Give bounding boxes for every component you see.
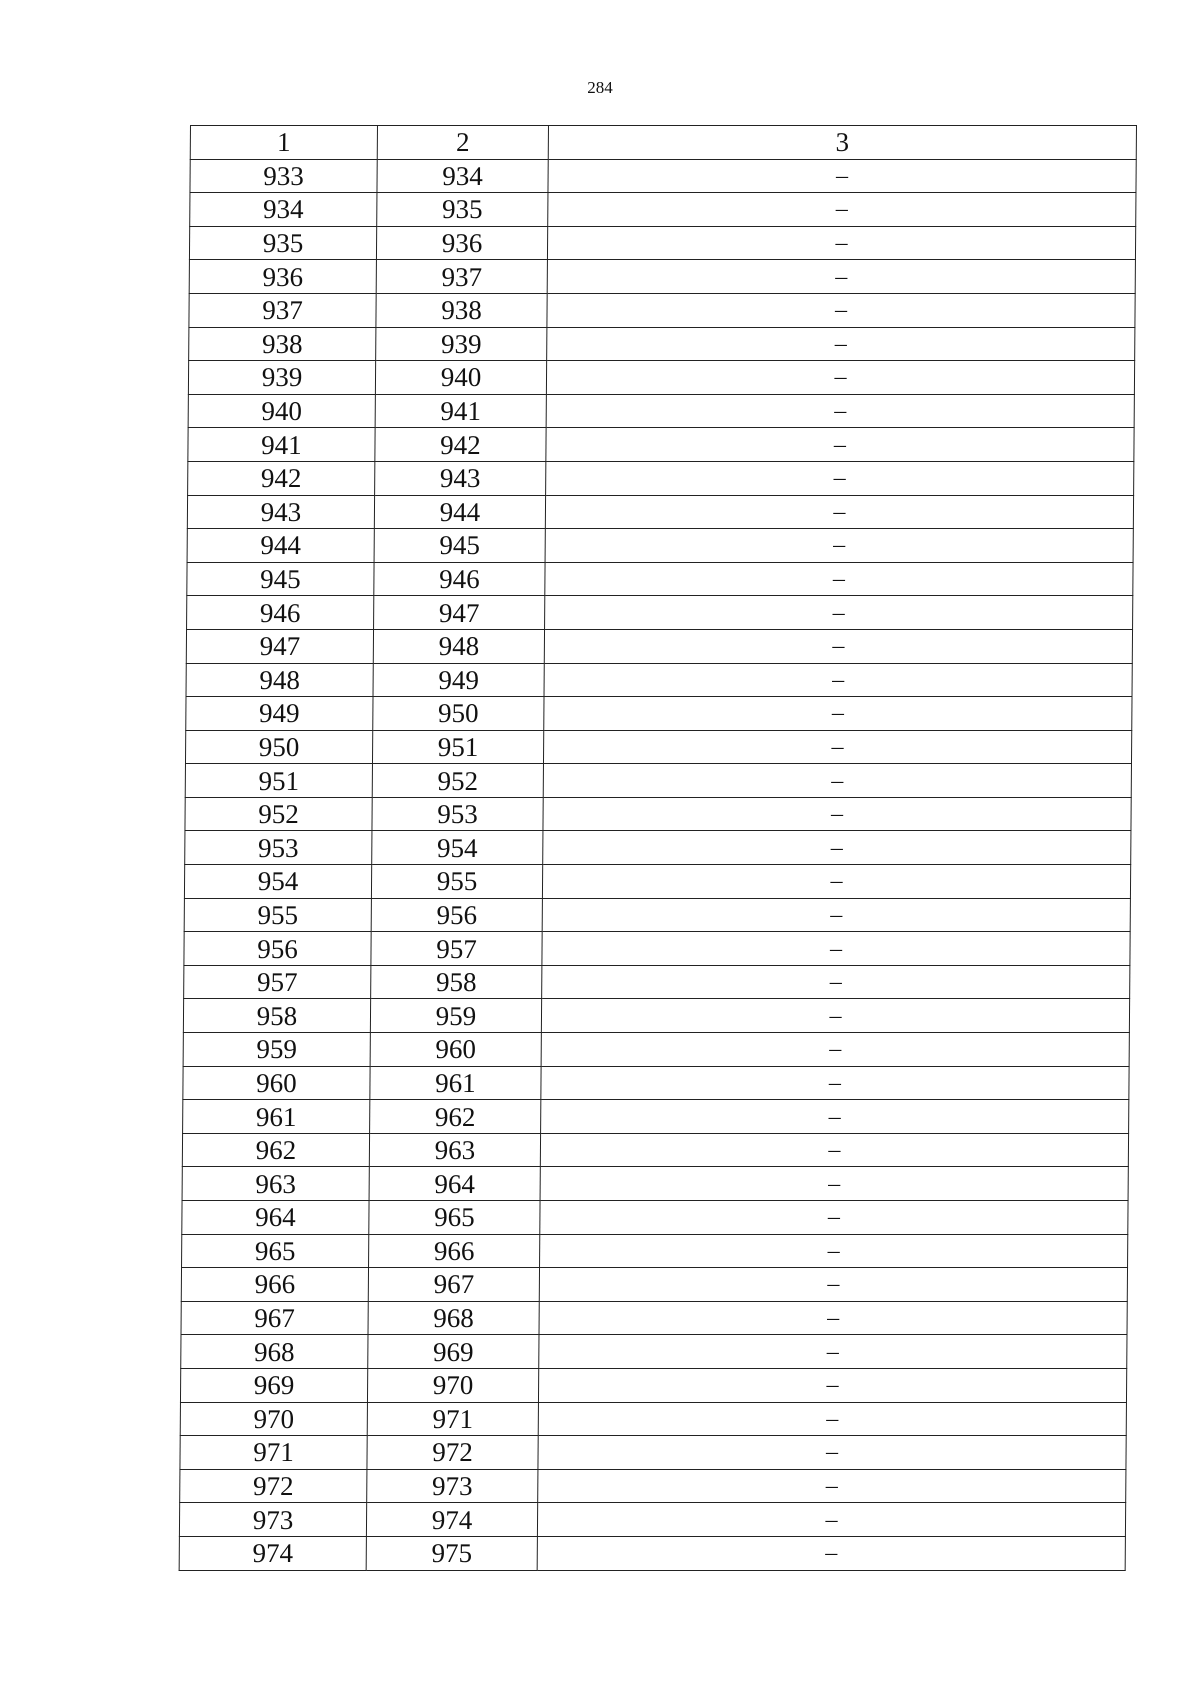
table-cell-col2: 972 bbox=[367, 1436, 538, 1470]
table-cell-col3: – bbox=[546, 428, 1134, 462]
table-cell-col3: – bbox=[539, 1301, 1127, 1335]
table-cell-col2: 950 bbox=[373, 697, 544, 731]
table-row bbox=[180, 1402, 1126, 1436]
table-cell-col2: 934 bbox=[377, 159, 548, 193]
table-cell-col3: – bbox=[537, 1536, 1125, 1570]
table-cell-col1: 956 bbox=[184, 932, 371, 966]
table-cell-col1: 962 bbox=[182, 1133, 369, 1167]
table-cell-col2: 971 bbox=[367, 1402, 538, 1436]
table-cell-col2: 939 bbox=[376, 327, 547, 361]
table-cell-col1: 964 bbox=[182, 1201, 369, 1235]
table-cell-col3: – bbox=[543, 730, 1131, 764]
table-cell-col3: – bbox=[541, 1066, 1129, 1100]
table-cell-col3: – bbox=[543, 831, 1131, 865]
table-cell-col3: – bbox=[547, 260, 1135, 294]
table-cell-col2: 966 bbox=[369, 1234, 540, 1268]
table-cell-col2: 959 bbox=[370, 999, 541, 1033]
table-cell-col1: 950 bbox=[185, 730, 372, 764]
table-cell-col2: 942 bbox=[375, 428, 546, 462]
table-body bbox=[179, 159, 1136, 1570]
table-cell-col2: 945 bbox=[374, 529, 545, 563]
table-cell-col1: 946 bbox=[187, 596, 374, 630]
table-cell-col1: 948 bbox=[186, 663, 373, 697]
table-cell-col3: – bbox=[538, 1436, 1126, 1470]
table-row bbox=[184, 965, 1130, 999]
table-cell-col3: – bbox=[540, 1234, 1128, 1268]
table-cell-col3: – bbox=[542, 932, 1130, 966]
table-cell-col3: – bbox=[541, 999, 1129, 1033]
table-cell-col1: 972 bbox=[180, 1469, 367, 1503]
table-cell-col1: 971 bbox=[180, 1436, 367, 1470]
table-cell-col1: 953 bbox=[185, 831, 372, 865]
table-row bbox=[180, 1368, 1126, 1402]
column-header-3: 3 bbox=[548, 126, 1136, 160]
table-cell-col3: – bbox=[541, 1033, 1129, 1067]
table-cell-col2: 938 bbox=[376, 293, 547, 327]
table-row bbox=[180, 1436, 1126, 1470]
table-row bbox=[185, 764, 1131, 798]
table-cell-col1: 958 bbox=[183, 999, 370, 1033]
table-row bbox=[187, 562, 1133, 596]
table-cell-col2: 964 bbox=[369, 1167, 540, 1201]
table-cell-col2: 961 bbox=[370, 1066, 541, 1100]
table-row bbox=[189, 226, 1135, 260]
table-cell-col2: 969 bbox=[368, 1335, 539, 1369]
table-cell-col1: 933 bbox=[190, 159, 377, 193]
table-row bbox=[186, 629, 1132, 663]
table-cell-col1: 940 bbox=[188, 394, 375, 428]
table-row bbox=[180, 1469, 1126, 1503]
table-cell-col3: – bbox=[540, 1201, 1128, 1235]
table-cell-col2: 936 bbox=[376, 226, 547, 260]
table-cell-col2: 937 bbox=[376, 260, 547, 294]
table-cell-col2: 965 bbox=[369, 1201, 540, 1235]
table-cell-col3: – bbox=[547, 293, 1135, 327]
table-cell-col2: 948 bbox=[373, 629, 544, 663]
header-row bbox=[190, 126, 1136, 160]
table-cell-col1: 965 bbox=[182, 1234, 369, 1268]
table-cell-col3: – bbox=[541, 1100, 1129, 1134]
table-cell-col3: – bbox=[542, 898, 1130, 932]
table-cell-col2: 968 bbox=[368, 1301, 539, 1335]
table-cell-col1: 957 bbox=[184, 965, 371, 999]
table-cell-col1: 963 bbox=[182, 1167, 369, 1201]
table-cell-col3: – bbox=[538, 1368, 1126, 1402]
table-cell-col1: 966 bbox=[181, 1268, 368, 1302]
table-cell-col1: 939 bbox=[188, 361, 375, 395]
table-cell-col3: – bbox=[539, 1268, 1127, 1302]
table-cell-col2: 962 bbox=[370, 1100, 541, 1134]
table-cell-col3: – bbox=[543, 764, 1131, 798]
table-cell-col3: – bbox=[544, 663, 1132, 697]
table-row bbox=[186, 663, 1132, 697]
table-row bbox=[185, 730, 1131, 764]
table-row bbox=[181, 1301, 1127, 1335]
table-cell-col2: 952 bbox=[372, 764, 543, 798]
table-cell-col3: – bbox=[539, 1335, 1127, 1369]
table-cell-col2: 960 bbox=[370, 1033, 541, 1067]
table-cell-col1: 974 bbox=[179, 1536, 366, 1570]
table-cell-col2: 963 bbox=[369, 1133, 540, 1167]
table-cell-col3: – bbox=[544, 697, 1132, 731]
table-cell-col3: – bbox=[537, 1503, 1125, 1537]
table-cell-col3: – bbox=[546, 461, 1134, 495]
table-cell-col3: – bbox=[548, 159, 1136, 193]
table-cell-col2: 954 bbox=[372, 831, 543, 865]
table-cell-col3: – bbox=[538, 1402, 1126, 1436]
data-table bbox=[179, 125, 1137, 1571]
table-cell-col1: 937 bbox=[189, 293, 376, 327]
table-row bbox=[183, 999, 1129, 1033]
table-cell-col1: 954 bbox=[184, 865, 371, 899]
table-cell-col2: 940 bbox=[375, 361, 546, 395]
table-cell-col2: 943 bbox=[375, 461, 546, 495]
table-row bbox=[183, 1100, 1129, 1134]
table-cell-col2: 944 bbox=[374, 495, 545, 529]
table-cell-col2: 967 bbox=[368, 1268, 539, 1302]
table-cell-col1: 936 bbox=[189, 260, 376, 294]
table-cell-col1: 947 bbox=[186, 629, 373, 663]
table-cell-col2: 955 bbox=[371, 865, 542, 899]
table-cell-col2: 970 bbox=[367, 1368, 538, 1402]
table-cell-col2: 958 bbox=[371, 965, 542, 999]
table-cell-col2: 974 bbox=[366, 1503, 537, 1537]
table-cell-col3: – bbox=[543, 797, 1131, 831]
table-row bbox=[181, 1268, 1127, 1302]
table-row bbox=[182, 1133, 1128, 1167]
table-cell-col2: 941 bbox=[375, 394, 546, 428]
table-cell-col1: 970 bbox=[180, 1402, 367, 1436]
table-row bbox=[187, 529, 1133, 563]
table-row bbox=[189, 260, 1135, 294]
table-cell-col1: 959 bbox=[183, 1033, 370, 1067]
table-cell-col1: 949 bbox=[186, 697, 373, 731]
table-row bbox=[185, 831, 1131, 865]
table-cell-col2: 973 bbox=[367, 1469, 538, 1503]
table-cell-col1: 934 bbox=[190, 193, 377, 227]
table-cell-col3: – bbox=[538, 1469, 1126, 1503]
table-cell-col3: – bbox=[545, 596, 1133, 630]
table-cell-col1: 944 bbox=[187, 529, 374, 563]
table-row bbox=[181, 1335, 1127, 1369]
table-row bbox=[190, 159, 1136, 193]
table-row bbox=[183, 1066, 1129, 1100]
table-cell-col1: 951 bbox=[185, 764, 372, 798]
table-row bbox=[184, 865, 1130, 899]
table-cell-col3: – bbox=[546, 361, 1134, 395]
table-cell-col1: 955 bbox=[184, 898, 371, 932]
table-row bbox=[189, 327, 1135, 361]
table-cell-col1: 968 bbox=[181, 1335, 368, 1369]
table-cell-col3: – bbox=[540, 1133, 1128, 1167]
table-cell-col1: 960 bbox=[183, 1066, 370, 1100]
table-row bbox=[187, 495, 1133, 529]
table-cell-col1: 938 bbox=[189, 327, 376, 361]
table-cell-col3: – bbox=[545, 495, 1133, 529]
table-cell-col2: 947 bbox=[374, 596, 545, 630]
table-cell-col1: 967 bbox=[181, 1301, 368, 1335]
table-cell-col2: 935 bbox=[377, 193, 548, 227]
table-row bbox=[179, 1503, 1125, 1537]
table-row bbox=[182, 1234, 1128, 1268]
page-number: 284 bbox=[587, 78, 613, 97]
table-cell-col2: 946 bbox=[374, 562, 545, 596]
table-row bbox=[188, 428, 1134, 462]
table-cell-col3: – bbox=[547, 327, 1135, 361]
table-row bbox=[189, 293, 1135, 327]
table-row bbox=[182, 1167, 1128, 1201]
table-row bbox=[186, 697, 1132, 731]
table-cell-col1: 961 bbox=[183, 1100, 370, 1134]
table-row bbox=[185, 797, 1131, 831]
table-cell-col1: 952 bbox=[185, 797, 372, 831]
table-row bbox=[183, 1033, 1129, 1067]
table-cell-col3: – bbox=[542, 965, 1130, 999]
table-cell-col2: 956 bbox=[371, 898, 542, 932]
table-row bbox=[184, 932, 1130, 966]
table-cell-col1: 941 bbox=[188, 428, 375, 462]
table-row bbox=[179, 1536, 1125, 1570]
table-row bbox=[188, 461, 1134, 495]
column-header-2: 2 bbox=[377, 126, 548, 160]
table-cell-col1: 969 bbox=[180, 1368, 367, 1402]
table-row bbox=[190, 193, 1136, 227]
table-row bbox=[188, 361, 1134, 395]
table-cell-col3: – bbox=[544, 629, 1132, 663]
table-cell-col1: 935 bbox=[189, 226, 376, 260]
table-cell-col3: – bbox=[540, 1167, 1128, 1201]
table-header bbox=[190, 126, 1136, 160]
table-cell-col3: – bbox=[545, 529, 1133, 563]
table-cell-col3: – bbox=[546, 394, 1134, 428]
table-row bbox=[188, 394, 1134, 428]
table-cell-col3: – bbox=[547, 226, 1135, 260]
table-cell-col2: 957 bbox=[371, 932, 542, 966]
table-cell-col2: 953 bbox=[372, 797, 543, 831]
table-cell-col3: – bbox=[545, 562, 1133, 596]
table-cell-col1: 945 bbox=[187, 562, 374, 596]
table-row bbox=[182, 1201, 1128, 1235]
table-cell-col1: 973 bbox=[179, 1503, 366, 1537]
table-row bbox=[187, 596, 1133, 630]
column-header-1: 1 bbox=[190, 126, 377, 160]
table-cell-col2: 951 bbox=[372, 730, 543, 764]
table-row bbox=[184, 898, 1130, 932]
table-cell-col3: – bbox=[542, 865, 1130, 899]
table-cell-col3: – bbox=[548, 193, 1136, 227]
table-cell-col1: 942 bbox=[188, 461, 375, 495]
table-cell-col2: 975 bbox=[366, 1536, 537, 1570]
table-cell-col1: 943 bbox=[187, 495, 374, 529]
table-cell-col2: 949 bbox=[373, 663, 544, 697]
